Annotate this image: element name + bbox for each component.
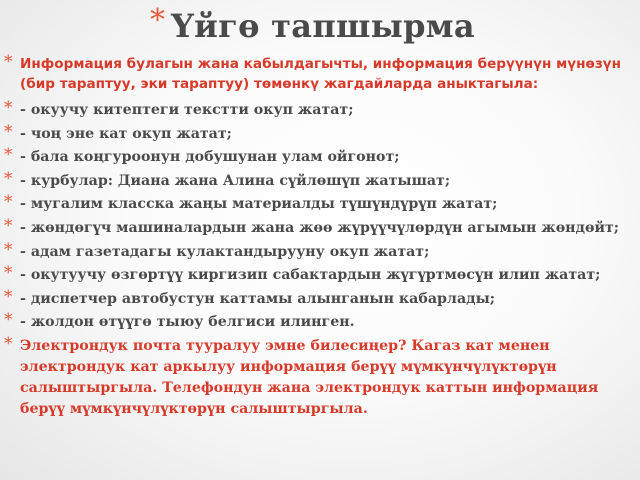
list-item bbox=[4, 239, 636, 262]
list-item-question bbox=[4, 333, 636, 420]
list-item-intro bbox=[4, 54, 636, 94]
list-item-text: - чоң эне кат окуп жатат; bbox=[20, 125, 232, 142]
list-item-text: - окуучу китептеги текстти окуп жатат; bbox=[20, 102, 354, 118]
asterisk-bullet-icon: * bbox=[4, 286, 13, 307]
list-item-text: - бала коңгуроонун добушунан улам ойгонот; bbox=[20, 149, 400, 166]
asterisk-bullet-icon: * bbox=[4, 52, 13, 72]
bullet-list bbox=[4, 54, 636, 424]
asterisk-bullet-icon: * bbox=[4, 168, 13, 189]
list-item-text: - мугалим класска жаңы материалды түшүндүрүп жатат; bbox=[20, 196, 498, 213]
list-item bbox=[4, 312, 636, 332]
list-item-text: - диспетчер автобустун каттамы алынганын кабарлады; bbox=[20, 290, 496, 307]
list-item-text: Информация булагын жана кабылдагычты, информация берүүнүн мүнөзүн (бир тараптуу, эки тараптуу) төмөнкү жагдайларда аныктагыла: bbox=[20, 56, 621, 92]
asterisk-bullet-icon: * bbox=[4, 192, 13, 213]
list-item-text: - курбулар: Диана жана Алина сүйлөшүп жатышат; bbox=[20, 172, 451, 189]
slide-title bbox=[150, 4, 475, 56]
list-item bbox=[4, 265, 636, 285]
list-item bbox=[4, 100, 636, 120]
list-item bbox=[4, 215, 636, 238]
asterisk-bullet-icon: * bbox=[4, 145, 13, 166]
list-item-text: - окутуучу өзгөртүү киргизип сабактардын жүгүртмөсүн илип жатат; bbox=[20, 267, 601, 284]
asterisk-bullet-icon: * bbox=[4, 121, 13, 142]
list-item bbox=[4, 147, 636, 167]
list-item-text: - жөндөгүч машиналардын жана жөө жүрүүчүлөрдүн агымын жөндөйт; bbox=[20, 219, 620, 236]
list-item-text: - адам газетадагы кулактандырууну окуп жатат; bbox=[20, 243, 430, 260]
list-item bbox=[4, 121, 636, 144]
list-item bbox=[4, 168, 636, 191]
asterisk-bullet-icon: * bbox=[150, 3, 165, 38]
asterisk-bullet-icon: * bbox=[4, 263, 13, 284]
list-item bbox=[4, 286, 636, 309]
list-item-text: Электрондук почта тууралуу эмне билесиңер? Кагаз кат менен электрондук кат аркылуу информация берүү мүмкүнчүлүктөрүн салыштыргыла. Телефондун жана электрондук каттын информация берүү мүмкүнчүлүктөрүн салыштыргыла. bbox=[20, 337, 599, 417]
asterisk-bullet-icon: * bbox=[4, 310, 13, 331]
list-item-text: - жолдон өтүүгө тыюу белгиси илинген. bbox=[20, 314, 355, 331]
asterisk-bullet-icon: * bbox=[4, 98, 13, 118]
asterisk-bullet-icon: * bbox=[4, 215, 13, 236]
asterisk-bullet-icon: * bbox=[4, 239, 13, 260]
list-item bbox=[4, 194, 636, 214]
asterisk-bullet-icon: * bbox=[4, 333, 13, 354]
title-text: Үйгө тапшырма bbox=[171, 7, 475, 45]
